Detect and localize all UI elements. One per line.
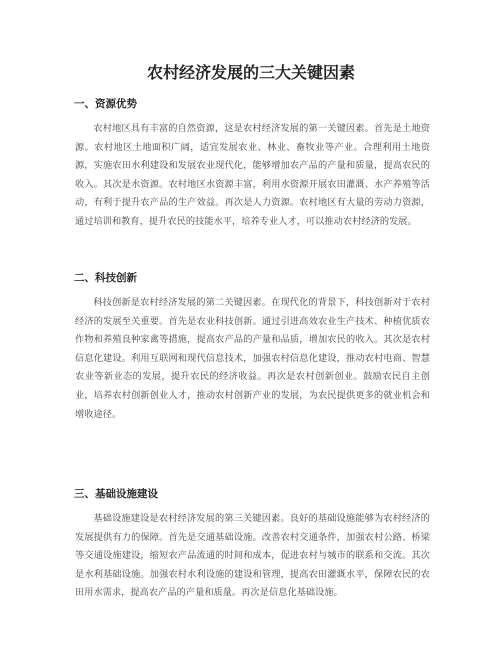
section-paragraph: 基础设施建设是农村经济发展的第三关键因素。良好的基础设施能够为农村经济的发展提供有力的保障。首先是交通基础设施。改善农村交通条件，加强农村公路、桥梁等交通设施建设，缩短农产品流通的时间和成本，促进农村与城市的联系和交流。其次是水利基础设施。加强农村水利设施的建设和管理，提高农田灌溉水平，保障农民的农田用水需求，提高农产品的产量和质量。再次是信息化基础设施。 — [75, 513, 430, 599]
section-heading: 二、科技创新 — [74, 272, 137, 284]
section-heading: 一、资源优势 — [74, 98, 137, 110]
section-paragraph: 农村地区具有丰富的自然资源，这是农村经济发展的第一关键因素。首先是土地资源。农村地区土地面积广阔，适宜发展农业、林业、畜牧业等产业。合理利用土地资源，实施农田水利建设和发展农业现代化，能够增加农产品的产量和质量，提高农民的收入。其次是水资源。农村地区水资源丰富，利用水资源开展农田灌溉、水产养殖等活动，有利于提升农产品的生产效益。再次是人力资源。农村地区有大量的劳动力资源，通过培训和教育，提升农民的技能水平，培养专业人才，可以推动农村经济的发展。 — [75, 123, 430, 227]
section-resource-advantage — [75, 96, 430, 232]
section-heading: 三、基础设施建设 — [74, 488, 158, 500]
section-paragraph: 科技创新是农村经济发展的第二关键因素。在现代化的背景下，科技创新对于农村经济的发展至关重要。首先是农业科技创新。通过引进高效农业生产技术、种植优质农作物和养殖良种家禽等措施，提高农产品的产量和品质，增加农民的收入。其次是农村信息化建设。利用互联网和现代信息技术，加强农村信息化建设，推动农村电商、智慧农业等新业态的发展，提升农民的经济收益。再次是农村创新创业。鼓励农民自主创业，培养农村创新创业人才，推动农村创新产业的发展，为农民提供更多的就业机会和增收途径。 — [75, 297, 430, 420]
section-infrastructure — [75, 486, 430, 603]
document-title: 农村经济发展的三大关键因素 — [146, 63, 355, 82]
section-tech-innovation — [75, 270, 430, 424]
